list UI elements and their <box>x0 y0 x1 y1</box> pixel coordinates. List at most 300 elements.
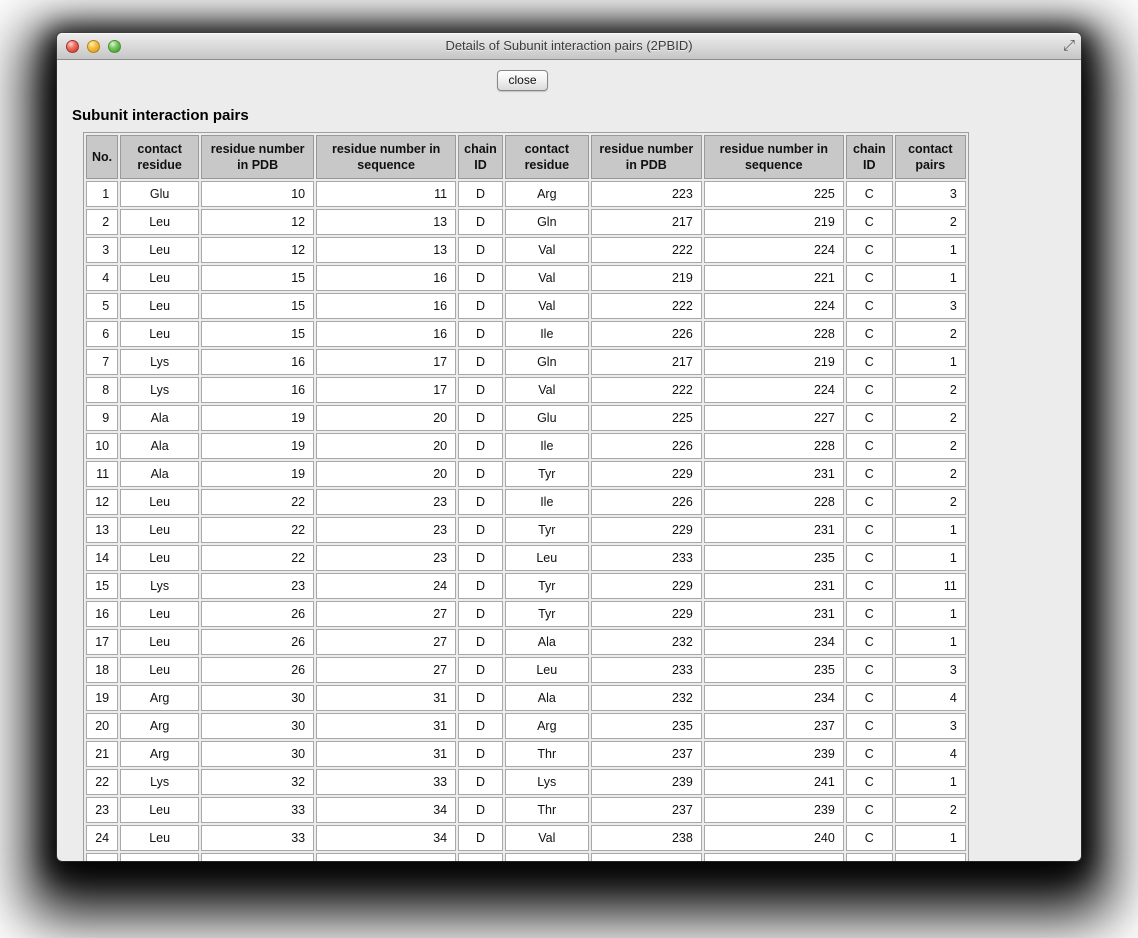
cell: D <box>458 349 503 375</box>
cell: Gln <box>505 209 589 235</box>
cell: 34 <box>316 797 456 823</box>
cell: 23 <box>201 573 314 599</box>
cell: 237 <box>591 741 702 767</box>
cell: C <box>846 685 893 711</box>
cell: 24 <box>316 573 456 599</box>
cell: 3 <box>86 237 118 263</box>
cell: 7 <box>86 349 118 375</box>
cell: Arg <box>505 181 589 207</box>
cell: Ala <box>120 433 199 459</box>
titlebar[interactable] <box>57 33 1081 60</box>
cell: Leu <box>120 293 199 319</box>
cell: Arg <box>120 741 199 767</box>
cell: 26 <box>201 601 314 627</box>
cell: 32 <box>201 769 314 795</box>
cell: D <box>458 825 503 851</box>
cell: C <box>846 209 893 235</box>
header-row <box>86 135 966 179</box>
zoom-window-button[interactable] <box>108 40 121 53</box>
cell: D <box>458 489 503 515</box>
cell: C <box>846 657 893 683</box>
cell: 30 <box>201 685 314 711</box>
table-row <box>86 629 966 655</box>
cell: 239 <box>704 741 844 767</box>
cell: 2 <box>895 405 966 431</box>
cell: C <box>846 461 893 487</box>
chain-id-1-header: chain ID <box>458 135 503 179</box>
cell <box>458 853 503 861</box>
cell: 19 <box>201 405 314 431</box>
cell: Ile <box>505 321 589 347</box>
close-button[interactable]: close <box>497 70 547 91</box>
cell: C <box>846 181 893 207</box>
cell: Leu <box>120 545 199 571</box>
cell: 235 <box>704 657 844 683</box>
cell: C <box>846 713 893 739</box>
cell: 1 <box>895 265 966 291</box>
cell: D <box>458 657 503 683</box>
cell: 17 <box>316 349 456 375</box>
cell: 10 <box>86 433 118 459</box>
cell <box>591 853 702 861</box>
cell: Ala <box>120 405 199 431</box>
cell: D <box>458 237 503 263</box>
cell: 15 <box>86 573 118 599</box>
cell: Arg <box>120 713 199 739</box>
cell: C <box>846 349 893 375</box>
cell: 224 <box>704 377 844 403</box>
cell: Glu <box>120 181 199 207</box>
table-row <box>86 265 966 291</box>
cell: 22 <box>201 489 314 515</box>
cell: 11 <box>86 461 118 487</box>
cell: 228 <box>704 321 844 347</box>
cell: 20 <box>316 405 456 431</box>
cell: Glu <box>505 405 589 431</box>
cell: 238 <box>591 825 702 851</box>
cell: 239 <box>591 769 702 795</box>
cell: 19 <box>86 685 118 711</box>
cell: 13 <box>316 209 456 235</box>
cell: Val <box>505 293 589 319</box>
table-row <box>86 461 966 487</box>
cell: C <box>846 573 893 599</box>
cell: C <box>846 321 893 347</box>
cell: 15 <box>201 265 314 291</box>
table-row <box>86 293 966 319</box>
cell: D <box>458 181 503 207</box>
cell: D <box>458 517 503 543</box>
cell: 233 <box>591 545 702 571</box>
cell: 22 <box>201 517 314 543</box>
cell: 14 <box>86 545 118 571</box>
cell: 23 <box>86 797 118 823</box>
cell: 23 <box>316 517 456 543</box>
cell: 240 <box>704 825 844 851</box>
table-row <box>86 489 966 515</box>
cell: 2 <box>895 433 966 459</box>
cell: Val <box>505 825 589 851</box>
contact-residue-2-header: contact residue <box>505 135 589 179</box>
cell: 4 <box>86 265 118 291</box>
cell: 235 <box>704 545 844 571</box>
cell: Val <box>505 265 589 291</box>
cell: 9 <box>86 405 118 431</box>
toolbar <box>83 70 962 91</box>
cell: Leu <box>120 629 199 655</box>
cell: Gln <box>505 349 589 375</box>
cell: Tyr <box>505 573 589 599</box>
cell: Leu <box>120 209 199 235</box>
cell: 17 <box>86 629 118 655</box>
table-row <box>86 209 966 235</box>
cell: Tyr <box>505 517 589 543</box>
cell: Ile <box>505 489 589 515</box>
cell: 225 <box>704 181 844 207</box>
cell: Leu <box>505 657 589 683</box>
cell: D <box>458 797 503 823</box>
cell: D <box>458 377 503 403</box>
table-row <box>86 349 966 375</box>
cell: D <box>458 265 503 291</box>
cell: Leu <box>120 517 199 543</box>
cell: 229 <box>591 573 702 599</box>
cell: C <box>846 769 893 795</box>
cell: 26 <box>201 629 314 655</box>
table-row <box>86 517 966 543</box>
cell: 1 <box>895 545 966 571</box>
cell: 26 <box>201 657 314 683</box>
cell: 31 <box>316 713 456 739</box>
cell: Lys <box>505 769 589 795</box>
cell: 27 <box>316 629 456 655</box>
cell: C <box>846 405 893 431</box>
cell: 222 <box>591 377 702 403</box>
cell <box>120 853 199 861</box>
cell: 20 <box>316 461 456 487</box>
cell: 12 <box>201 237 314 263</box>
cell: 228 <box>704 489 844 515</box>
table-row <box>86 797 966 823</box>
cell: C <box>846 629 893 655</box>
cell: 5 <box>86 293 118 319</box>
dialog-window <box>57 33 1081 861</box>
cell: 2 <box>895 321 966 347</box>
cell: 239 <box>704 797 844 823</box>
cell: C <box>846 517 893 543</box>
cell: D <box>458 601 503 627</box>
table-row <box>86 573 966 599</box>
cell: C <box>846 489 893 515</box>
contact-pairs-header: contact pairs <box>895 135 966 179</box>
cell: D <box>458 293 503 319</box>
cell: C <box>846 237 893 263</box>
table-row <box>86 713 966 739</box>
cell: 11 <box>316 181 456 207</box>
cell: Leu <box>120 321 199 347</box>
cell: 219 <box>704 209 844 235</box>
cell: 231 <box>704 573 844 599</box>
seq-number-2-header: residue number in sequence <box>704 135 844 179</box>
table-header <box>86 135 966 179</box>
traffic-lights <box>66 40 121 53</box>
cell: D <box>458 685 503 711</box>
cell: 226 <box>591 433 702 459</box>
cell: 1 <box>895 629 966 655</box>
table-row <box>86 769 966 795</box>
cell: 1 <box>895 601 966 627</box>
cell: 222 <box>591 237 702 263</box>
cell: 1 <box>895 237 966 263</box>
cell: 24 <box>86 825 118 851</box>
table-row <box>86 657 966 683</box>
cell: Ala <box>120 461 199 487</box>
seq-number-1-header: residue number in sequence <box>316 135 456 179</box>
cell: C <box>846 433 893 459</box>
cell: 3 <box>895 713 966 739</box>
cell: Lys <box>120 349 199 375</box>
cell: D <box>458 713 503 739</box>
cell: C <box>846 377 893 403</box>
cell: 223 <box>591 181 702 207</box>
cell: Leu <box>120 657 199 683</box>
cell: D <box>458 741 503 767</box>
cell: 22 <box>201 545 314 571</box>
cell: D <box>458 573 503 599</box>
cell: 20 <box>316 433 456 459</box>
cell: 2 <box>86 209 118 235</box>
cell: Val <box>505 237 589 263</box>
cell: 21 <box>86 741 118 767</box>
cell <box>846 853 893 861</box>
window-title: Details of Subunit interaction pairs (2PBID) <box>445 38 693 53</box>
cell: Val <box>505 377 589 403</box>
interaction-pairs-table <box>83 132 969 861</box>
cell: 228 <box>704 433 844 459</box>
minimize-window-button[interactable] <box>87 40 100 53</box>
cell: 229 <box>591 601 702 627</box>
table-row <box>86 377 966 403</box>
cell: 219 <box>591 265 702 291</box>
cell <box>201 853 314 861</box>
resize-icon[interactable]: ⤢ <box>1062 37 1075 54</box>
cell: C <box>846 825 893 851</box>
table-row <box>86 237 966 263</box>
cell: 6 <box>86 321 118 347</box>
cell <box>704 853 844 861</box>
cell: 231 <box>704 601 844 627</box>
cell: Leu <box>120 797 199 823</box>
cell: C <box>846 545 893 571</box>
cell: 226 <box>591 321 702 347</box>
page-title: Subunit interaction pairs <box>72 107 249 124</box>
cell: 235 <box>591 713 702 739</box>
table-row <box>86 405 966 431</box>
cell: 12 <box>201 209 314 235</box>
cell: C <box>846 293 893 319</box>
cell: 229 <box>591 461 702 487</box>
cell: 16 <box>201 349 314 375</box>
cell: 15 <box>201 293 314 319</box>
cell: 3 <box>895 181 966 207</box>
cell: 8 <box>86 377 118 403</box>
cell: 2 <box>895 377 966 403</box>
cell: 232 <box>591 629 702 655</box>
cell: 2 <box>895 461 966 487</box>
cell: D <box>458 321 503 347</box>
cell: D <box>458 209 503 235</box>
cell: C <box>846 797 893 823</box>
cell: 27 <box>316 601 456 627</box>
cell: Leu <box>120 237 199 263</box>
cell: 33 <box>201 797 314 823</box>
table-row <box>86 825 966 851</box>
cell: 4 <box>895 685 966 711</box>
cell: Lys <box>120 377 199 403</box>
close-window-button[interactable] <box>66 40 79 53</box>
cell: 234 <box>704 685 844 711</box>
cell: 15 <box>201 321 314 347</box>
cell: 2 <box>895 209 966 235</box>
cell: 1 <box>895 517 966 543</box>
cell: 4 <box>895 741 966 767</box>
cell <box>86 853 118 861</box>
cell: 16 <box>201 377 314 403</box>
cell <box>316 853 456 861</box>
cell: Arg <box>120 685 199 711</box>
cell: Leu <box>120 825 199 851</box>
cell: 23 <box>316 545 456 571</box>
cell: Tyr <box>505 601 589 627</box>
cell: 231 <box>704 461 844 487</box>
cell: Thr <box>505 741 589 767</box>
cell: 22 <box>86 769 118 795</box>
cell: Leu <box>505 545 589 571</box>
cell: 16 <box>86 601 118 627</box>
cell: Ile <box>505 433 589 459</box>
cell: Ala <box>505 629 589 655</box>
cell: 30 <box>201 741 314 767</box>
cell: 224 <box>704 293 844 319</box>
cell: Thr <box>505 797 589 823</box>
table-row <box>86 321 966 347</box>
cell: 229 <box>591 517 702 543</box>
no-column-header: No. <box>86 135 118 179</box>
cell: 2 <box>895 797 966 823</box>
cell: 33 <box>201 825 314 851</box>
cell: 237 <box>704 713 844 739</box>
cell: 2 <box>895 489 966 515</box>
cell: 221 <box>704 265 844 291</box>
chain-id-2-header: chain ID <box>846 135 893 179</box>
cell: 3 <box>895 657 966 683</box>
cell: Ala <box>505 685 589 711</box>
cell: 1 <box>895 769 966 795</box>
cell: 16 <box>316 321 456 347</box>
cell: D <box>458 769 503 795</box>
cell: 13 <box>316 237 456 263</box>
cell: 217 <box>591 349 702 375</box>
table-row <box>86 741 966 767</box>
table-row <box>86 601 966 627</box>
contact-residue-1-header: contact residue <box>120 135 199 179</box>
cell: 225 <box>591 405 702 431</box>
cell: Tyr <box>505 461 589 487</box>
cell: 241 <box>704 769 844 795</box>
cell: 231 <box>704 517 844 543</box>
cell: D <box>458 405 503 431</box>
cell: 31 <box>316 741 456 767</box>
table-row <box>86 181 966 207</box>
table-row <box>86 545 966 571</box>
cell: C <box>846 601 893 627</box>
cell: 33 <box>316 769 456 795</box>
cell: 3 <box>895 293 966 319</box>
table-row <box>86 433 966 459</box>
cell: Arg <box>505 713 589 739</box>
cell: 16 <box>316 293 456 319</box>
cell: 1 <box>86 181 118 207</box>
table-row <box>86 685 966 711</box>
cell: 19 <box>201 461 314 487</box>
table-row <box>86 853 966 861</box>
cell: 31 <box>316 685 456 711</box>
cell: 233 <box>591 657 702 683</box>
cell: D <box>458 629 503 655</box>
cell: 217 <box>591 209 702 235</box>
cell: 13 <box>86 517 118 543</box>
pdb-number-1-header: residue number in PDB <box>201 135 314 179</box>
cell: 19 <box>201 433 314 459</box>
cell: 222 <box>591 293 702 319</box>
cell: Lys <box>120 769 199 795</box>
cell: C <box>846 265 893 291</box>
cell: 30 <box>201 713 314 739</box>
cell: Lys <box>120 573 199 599</box>
cell: 232 <box>591 685 702 711</box>
cell: 226 <box>591 489 702 515</box>
cell: 1 <box>895 349 966 375</box>
cell <box>505 853 589 861</box>
cell: 10 <box>201 181 314 207</box>
cell: 224 <box>704 237 844 263</box>
cell: 234 <box>704 629 844 655</box>
cell: Leu <box>120 489 199 515</box>
cell: 219 <box>704 349 844 375</box>
cell: 237 <box>591 797 702 823</box>
cell: D <box>458 433 503 459</box>
pdb-number-2-header: residue number in PDB <box>591 135 702 179</box>
cell: C <box>846 741 893 767</box>
cell: 27 <box>316 657 456 683</box>
cell: Leu <box>120 601 199 627</box>
cell: 34 <box>316 825 456 851</box>
table-body <box>86 181 966 861</box>
cell: 16 <box>316 265 456 291</box>
cell: 18 <box>86 657 118 683</box>
cell: 227 <box>704 405 844 431</box>
cell: 20 <box>86 713 118 739</box>
cell: 17 <box>316 377 456 403</box>
cell: D <box>458 545 503 571</box>
cell: 11 <box>895 573 966 599</box>
cell <box>895 853 966 861</box>
cell: 12 <box>86 489 118 515</box>
cell: 23 <box>316 489 456 515</box>
cell: 1 <box>895 825 966 851</box>
cell: Leu <box>120 265 199 291</box>
cell: D <box>458 461 503 487</box>
